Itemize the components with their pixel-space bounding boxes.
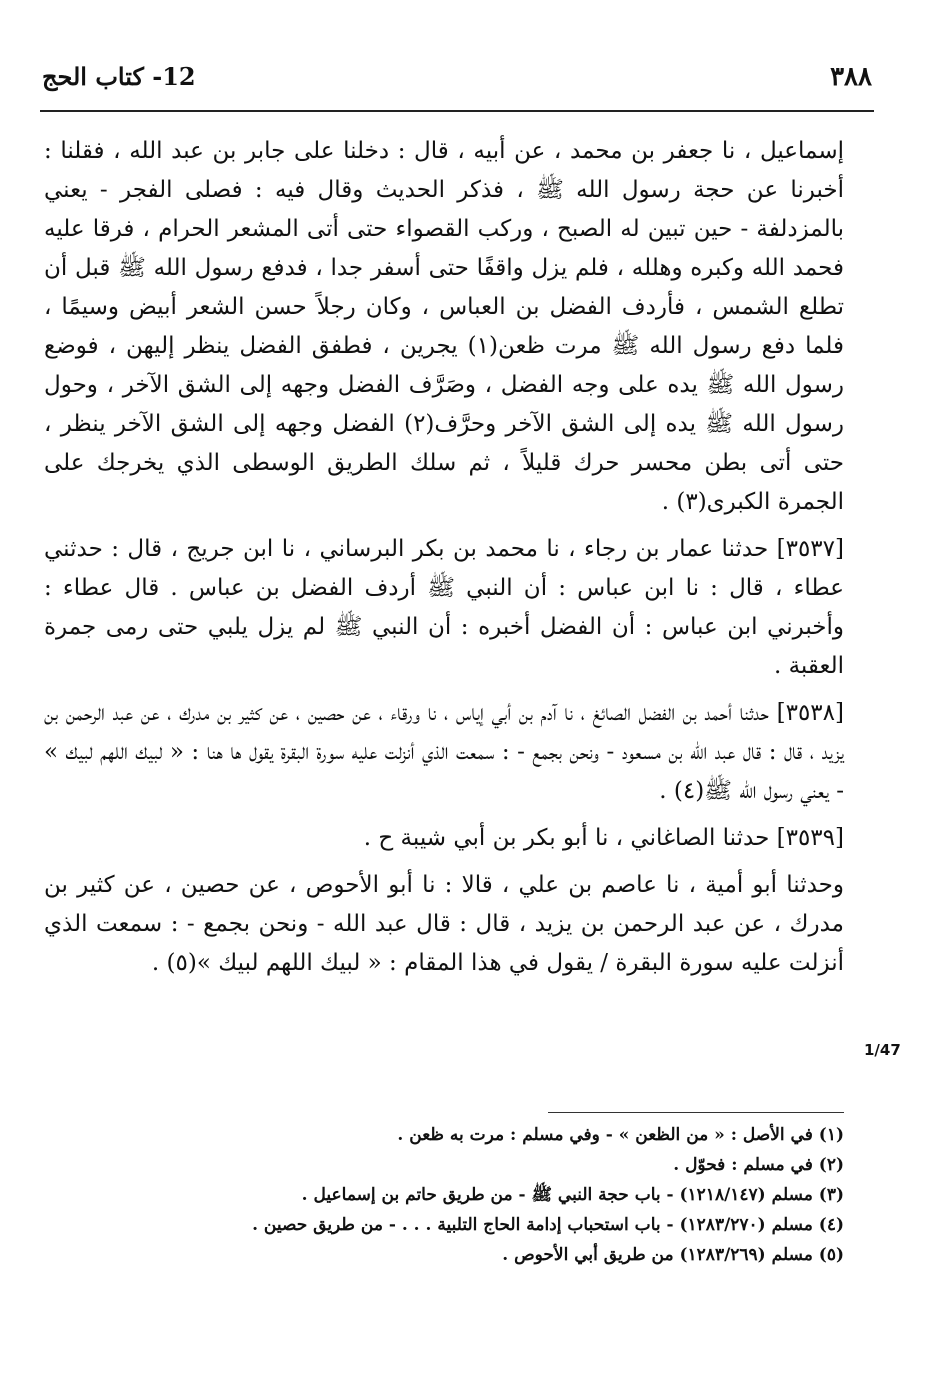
paragraph-continuation: إسماعيل ، نا جعفر بن محمد ، عن أبيه ، قال : دخلنا على جابر بن عبد الله ، فقلنا : أخبرنا عن حجة رسول الله ﷺ ، فذكر الحديث وقال فيه : فصلى الفجر - يعني بالمزدلفة - حين تبين له الصبح ، وركب القصواء حتى أتى المشعر الحرام ، فرقا عليه فحمد الله وكبره وهلله ، فلم يزل واقفًا حتى أسفر جدا ، فدفع رسول الله ﷺ قبل أن تطلع الشمس ، فأردف الفضل بن العباس ، وكان رجلاً حسن الشعر أبيض وسيمًا ، فلما دفع رسول الله ﷺ مرت ظعن(١) يجرين ، فطفق الفضل ينظر إليهن ، فوضع رسول الله ﷺ يده على وجه الفضل ، وصَرَّف الفضل وجهه إلى الشق الآخر ، وحول رسول الله ﷺ يده إلى الشق الآخر وحرَّف(٢) الفضل وجهه إلى الشق الآخر ينظر ، حتى أتى بطن محسر حرك قليلاً ، ثم سلك الطريق الوسطى الذي يخرجك على الجمرة الكبرى(٣) . bbox=[44, 138, 844, 515]
hadith-3537: [٣٥٣٧] حدثنا عمار بن رجاء ، نا محمد بن بكر البرساني ، نا ابن جريج ، قال : حدثني عطاء ، قال : نا ابن عباس : أن النبي ﷺ أردف الفضل بن عباس . قال عطاء : وأخبرني ابن عباس : أن الفضل أخبره : أن النبي ﷺ لم يزل يلبي حتى رمى جمرة العقبة . bbox=[44, 536, 844, 679]
page-header bbox=[42, 62, 872, 102]
manuscript-folio-ref: 1/47 bbox=[864, 1041, 901, 1059]
hadith-3539: [٣٥٣٩] حدثنا الصاغاني ، نا أبو بكر بن أبي شيبة ح . bbox=[363, 825, 844, 851]
footnote-3: (٣) مسلم (١٢١٨/١٤٧) - باب حجة النبي ﷺ - من طريق حاتم بن إسماعيل . bbox=[301, 1185, 844, 1205]
header-rule bbox=[40, 110, 874, 112]
running-title: 12- كتاب الحج bbox=[42, 62, 196, 91]
footnote-4: (٤) مسلم (١٢٨٣/٢٧٠) - باب استحباب إدامة الحاج التلبية . . . - من طريق حصين . bbox=[252, 1215, 844, 1235]
footnote-2: (٢) في مسلم : فحوّل . bbox=[673, 1155, 844, 1175]
page-number: ٣٨٨ bbox=[830, 62, 872, 92]
footnotes bbox=[180, 1120, 844, 1270]
footnote-5: (٥) مسلم (١٢٨٣/٢٦٩) من طريق أبي الأحوص . bbox=[502, 1245, 844, 1265]
main-text bbox=[44, 132, 844, 991]
hadith-3538: [٣٥٣٨] حدثنا أحمد بن الفضل الصائغ ، نا آدم بن أبي إياس ، نا ورقاء ، عن حصين ، عن كثير بن مدرك ، عن عبد الرحمن بن يزيد ، قال : قال عبد الله بن مسعود - ونحن بجمع - : سمعت الذي أنزلت عليه سورة البقرة يقول ها هنا : « لبيك اللهم لبيك » - يعني رسول الله ﷺ(٤) . bbox=[44, 700, 844, 804]
hadith-3539-chain: وحدثنا أبو أمية ، نا عاصم بن علي ، قالا : نا أبو الأحوص ، عن حصين ، عن كثير بن مدرك ، عن عبد الرحمن بن يزيد ، قال : قال عبد الله - ونحن بجمع - : سمعت الذي أنزلت عليه سورة البقرة / يقول في هذا المقام : « لبيك اللهم لبيك »(٥) . bbox=[44, 872, 844, 976]
footnote-rule bbox=[548, 1112, 844, 1113]
footnote-1: (١) في الأصل : « من الظعن » - وفي مسلم : مرت به ظعن . bbox=[397, 1125, 844, 1145]
